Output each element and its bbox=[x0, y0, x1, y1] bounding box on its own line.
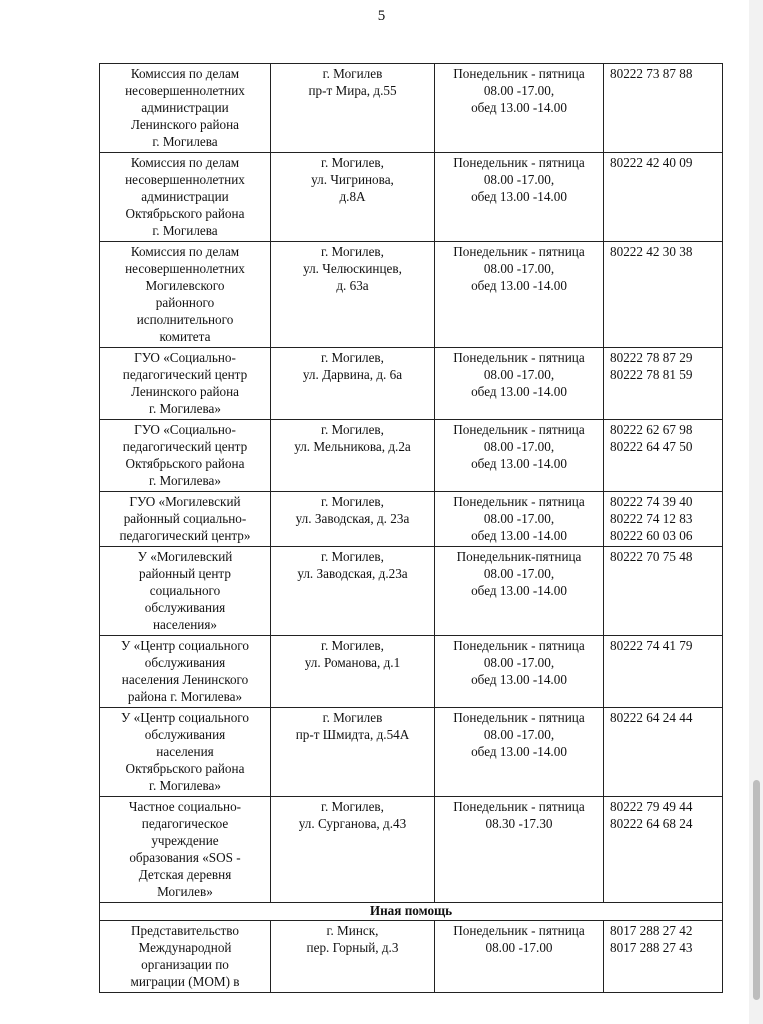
page-number: 5 bbox=[377, 8, 386, 24]
organization-cell-line: ГУО «Могилевский bbox=[129, 494, 241, 509]
working-hours-cell-line: Понедельник - пятница bbox=[453, 494, 585, 509]
organization-cell-line: учреждение bbox=[151, 833, 219, 848]
address-cell-line: г. Могилев bbox=[322, 710, 383, 725]
address-cell bbox=[271, 242, 435, 348]
working-hours-cell bbox=[435, 547, 604, 636]
organization-cell-line: ГУО «Социально- bbox=[134, 422, 236, 437]
working-hours-cell-line: обед 13.00 -14.00 bbox=[471, 583, 567, 598]
working-hours-cell-line: Понедельник - пятница bbox=[453, 710, 585, 725]
phone-cell-line: 80222 73 87 88 bbox=[610, 66, 693, 81]
organization-cell-line: Могилевского bbox=[145, 278, 225, 293]
address-cell-line: г. Могилев bbox=[322, 66, 383, 81]
scrollbar-thumb[interactable] bbox=[753, 780, 760, 1000]
working-hours-cell-line: 08.00 -17.00, bbox=[483, 655, 555, 670]
address-cell bbox=[271, 797, 435, 903]
table-row bbox=[100, 636, 723, 708]
working-hours-cell-line: 08.00 -17.00, bbox=[483, 367, 555, 382]
organization-cell-line: исполнительного bbox=[136, 312, 234, 327]
working-hours-cell-line: 08.00 -17.00, bbox=[483, 261, 555, 276]
phone-cell bbox=[604, 348, 723, 420]
table-row bbox=[100, 492, 723, 547]
working-hours-cell-line: 08.00 -17.00, bbox=[483, 511, 555, 526]
working-hours-cell-line: Понедельник - пятница bbox=[453, 155, 585, 170]
working-hours-cell bbox=[435, 636, 604, 708]
phone-cell-line: 80222 78 81 59 bbox=[610, 367, 693, 382]
table-row bbox=[100, 153, 723, 242]
organization-cell bbox=[100, 708, 271, 797]
working-hours-cell bbox=[435, 708, 604, 797]
working-hours-cell-line: Понедельник - пятница bbox=[453, 350, 585, 365]
address-cell-line: д.8А bbox=[339, 189, 366, 204]
working-hours-cell-line: 08.00 -17.00, bbox=[483, 566, 555, 581]
table-row bbox=[100, 64, 723, 153]
table-row bbox=[100, 708, 723, 797]
organization-cell-line: педагогическое bbox=[141, 816, 229, 831]
working-hours-cell-line: обед 13.00 -14.00 bbox=[471, 528, 567, 543]
address-cell-line: г. Могилев, bbox=[321, 422, 384, 437]
working-hours-cell bbox=[435, 242, 604, 348]
organization-cell-line: У «Центр социального bbox=[121, 710, 249, 725]
address-cell bbox=[271, 153, 435, 242]
organization-cell-line: педагогический центр bbox=[122, 367, 248, 382]
working-hours-cell-line: обед 13.00 -14.00 bbox=[471, 744, 567, 759]
organization-cell-line: Комиссия по делам bbox=[130, 244, 240, 259]
phone-cell-line: 80222 74 41 79 bbox=[610, 638, 693, 653]
organization-cell-line: обслуживания bbox=[144, 655, 226, 670]
organization-cell bbox=[100, 921, 271, 993]
organization-cell-line: ГУО «Социально- bbox=[134, 350, 236, 365]
address-cell bbox=[271, 636, 435, 708]
organization-cell-line: администрации bbox=[141, 100, 229, 115]
working-hours-cell-line: обед 13.00 -14.00 bbox=[471, 456, 567, 471]
organization-cell-line: Комиссия по делам bbox=[130, 155, 240, 170]
organization-cell-line: г. Могилева» bbox=[149, 778, 221, 793]
organization-cell-line: социального bbox=[149, 583, 221, 598]
organization-cell-line: У «Могилевский bbox=[137, 549, 233, 564]
organization-cell-line: Ленинского района bbox=[130, 384, 240, 399]
section-header-row bbox=[100, 903, 723, 921]
working-hours-cell-line: 08.30 -17.30 bbox=[485, 816, 553, 831]
address-cell-line: ул. Дарвина, д. 6а bbox=[302, 367, 403, 382]
working-hours-cell-line: обед 13.00 -14.00 bbox=[471, 189, 567, 204]
organization-cell-line: Октябрьского района bbox=[125, 761, 245, 776]
address-cell-line: ул. Романова, д.1 bbox=[304, 655, 401, 670]
phone-cell-line: 80222 64 24 44 bbox=[610, 710, 693, 725]
organization-cell-line: администрации bbox=[141, 189, 229, 204]
organization-cell bbox=[100, 64, 271, 153]
address-cell-line: г. Могилев, bbox=[321, 638, 384, 653]
organization-cell-line: Октябрьского района bbox=[125, 456, 245, 471]
address-cell-line: г. Могилев, bbox=[321, 155, 384, 170]
organization-cell-line: района г. Могилева» bbox=[127, 689, 243, 704]
organization-cell bbox=[100, 242, 271, 348]
phone-cell-line: 80222 62 67 98 bbox=[610, 422, 693, 437]
organization-cell-line: педагогический центр» bbox=[119, 528, 251, 543]
phone-cell-line: 80222 42 40 09 bbox=[610, 155, 693, 170]
working-hours-cell bbox=[435, 420, 604, 492]
organization-cell-line: районный центр bbox=[139, 566, 231, 581]
organization-cell-line: г. Могилева» bbox=[149, 401, 221, 416]
organization-cell-line: населения bbox=[156, 744, 214, 759]
phone-cell-line: 80222 79 49 44 bbox=[610, 799, 693, 814]
organization-cell-line: образования «SOS - bbox=[129, 850, 241, 865]
scrollbar-track[interactable] bbox=[749, 0, 763, 1024]
organization-cell-line: несовершеннолетних bbox=[125, 172, 245, 187]
organization-cell-line: г. Могилева bbox=[152, 223, 218, 238]
working-hours-cell-line: обед 13.00 -14.00 bbox=[471, 100, 567, 115]
organization-cell bbox=[100, 797, 271, 903]
address-cell bbox=[271, 64, 435, 153]
address-cell-line: г. Могилев, bbox=[321, 799, 384, 814]
working-hours-cell-line: обед 13.00 -14.00 bbox=[471, 384, 567, 399]
working-hours-cell bbox=[435, 797, 604, 903]
organization-cell-line: Октябрьского района bbox=[125, 206, 245, 221]
organization-cell bbox=[100, 348, 271, 420]
phone-cell bbox=[604, 420, 723, 492]
working-hours-cell-line: 08.00 -17.00, bbox=[483, 172, 555, 187]
contacts-table bbox=[99, 63, 723, 993]
working-hours-cell-line: Понедельник - пятница bbox=[453, 923, 585, 938]
address-cell-line: ул. Мельникова, д.2а bbox=[294, 439, 411, 454]
address-cell-line: пер. Горный, д.3 bbox=[306, 940, 399, 955]
table-row bbox=[100, 547, 723, 636]
working-hours-cell bbox=[435, 153, 604, 242]
phone-cell-line: 80222 64 68 24 bbox=[610, 816, 693, 831]
working-hours-cell-line: Понедельник - пятница bbox=[453, 422, 585, 437]
table-row bbox=[100, 242, 723, 348]
organization-cell-line: населения» bbox=[153, 617, 217, 632]
phone-cell-line: 80222 74 39 40 bbox=[610, 494, 693, 509]
organization-cell bbox=[100, 153, 271, 242]
organization-cell-line: Частное социально- bbox=[128, 799, 242, 814]
organization-cell-line: районного bbox=[155, 295, 215, 310]
phone-cell-line: 80222 70 75 48 bbox=[610, 549, 693, 564]
organization-cell-line: районный социально- bbox=[123, 511, 247, 526]
organization-cell bbox=[100, 420, 271, 492]
section-title: Иная помощь bbox=[100, 903, 723, 921]
phone-cell-line: 80222 78 87 29 bbox=[610, 350, 693, 365]
organization-cell-line: обслуживания bbox=[144, 727, 226, 742]
working-hours-cell-line: 08.00 -17.00, bbox=[483, 439, 555, 454]
phone-cell bbox=[604, 242, 723, 348]
table-row bbox=[100, 348, 723, 420]
working-hours-cell-line: Понедельник - пятница bbox=[453, 638, 585, 653]
address-cell-line: ул. Чигринова, bbox=[311, 172, 394, 187]
address-cell-line: г. Могилев, bbox=[321, 244, 384, 259]
working-hours-cell-line: Понедельник - пятница bbox=[453, 244, 585, 259]
working-hours-cell-line: Понедельник - пятница bbox=[453, 66, 585, 81]
working-hours-cell-line: обед 13.00 -14.00 bbox=[471, 672, 567, 687]
phone-cell bbox=[604, 492, 723, 547]
working-hours-cell bbox=[435, 64, 604, 153]
address-cell-line: г. Могилев, bbox=[321, 494, 384, 509]
phone-cell bbox=[604, 797, 723, 903]
organization-cell-line: несовершеннолетних bbox=[125, 261, 245, 276]
address-cell bbox=[271, 547, 435, 636]
address-cell bbox=[271, 708, 435, 797]
organization-cell-line: педагогический центр bbox=[122, 439, 248, 454]
working-hours-cell-line: Понедельник-пятница bbox=[456, 549, 582, 564]
working-hours-cell-line: 08.00 -17.00, bbox=[483, 727, 555, 742]
phone-cell bbox=[604, 153, 723, 242]
organization-cell-line: Комиссия по делам bbox=[130, 66, 240, 81]
address-cell-line: ул. Челюскинцев, bbox=[303, 261, 402, 276]
organization-cell-line: г. Могилева bbox=[152, 134, 218, 149]
working-hours-cell bbox=[435, 921, 604, 993]
phone-cell-line: 80222 64 47 50 bbox=[610, 439, 693, 454]
working-hours-cell bbox=[435, 492, 604, 547]
address-cell bbox=[271, 420, 435, 492]
phone-cell-line: 80222 60 03 06 bbox=[610, 528, 693, 543]
organization-cell-line: населения Ленинского bbox=[121, 672, 249, 687]
organization-cell-line: комитета bbox=[159, 329, 211, 344]
organization-cell-line: Представительство bbox=[131, 923, 239, 938]
address-cell-line: г. Могилев, bbox=[321, 549, 384, 564]
phone-cell-line: 80222 42 30 38 bbox=[610, 244, 693, 259]
phone-cell bbox=[604, 64, 723, 153]
working-hours-cell-line: Понедельник - пятница bbox=[453, 799, 585, 814]
organization-cell-line: У «Центр социального bbox=[121, 638, 249, 653]
organization-cell-line: несовершеннолетних bbox=[125, 83, 245, 98]
phone-cell-line: 80222 74 12 83 bbox=[610, 511, 693, 526]
organization-cell bbox=[100, 636, 271, 708]
address-cell-line: ул. Сурганова, д.43 bbox=[298, 816, 407, 831]
working-hours-cell bbox=[435, 348, 604, 420]
working-hours-cell-line: 08.00 -17.00 bbox=[485, 940, 553, 955]
table-row bbox=[100, 921, 723, 993]
working-hours-cell-line: 08.00 -17.00, bbox=[483, 83, 555, 98]
phone-cell bbox=[604, 547, 723, 636]
organization-cell-line: Международной bbox=[138, 940, 232, 955]
phone-cell bbox=[604, 921, 723, 993]
table-row bbox=[100, 797, 723, 903]
organization-cell-line: миграции (МОМ) в bbox=[130, 974, 240, 989]
address-cell bbox=[271, 492, 435, 547]
address-cell-line: д. 63а bbox=[336, 278, 369, 293]
address-cell-line: ул. Заводская, д. 23а bbox=[295, 511, 410, 526]
organization-cell-line: Могилев» bbox=[157, 884, 213, 899]
address-cell-line: г. Минск, bbox=[326, 923, 379, 938]
address-cell bbox=[271, 348, 435, 420]
organization-cell-line: Детская деревня bbox=[138, 867, 232, 882]
organization-cell bbox=[100, 492, 271, 547]
organization-cell bbox=[100, 547, 271, 636]
address-cell-line: г. Могилев, bbox=[321, 350, 384, 365]
phone-cell bbox=[604, 708, 723, 797]
table-row bbox=[100, 420, 723, 492]
address-cell-line: пр-т Шмидта, д.54А bbox=[295, 727, 410, 742]
phone-cell-line: 8017 288 27 43 bbox=[610, 940, 693, 955]
phone-cell-line: 8017 288 27 42 bbox=[610, 923, 693, 938]
address-cell-line: пр-т Мира, д.55 bbox=[308, 83, 397, 98]
organization-cell-line: г. Могилева» bbox=[149, 473, 221, 488]
address-cell-line: ул. Заводская, д.23а bbox=[297, 566, 408, 581]
working-hours-cell-line: обед 13.00 -14.00 bbox=[471, 278, 567, 293]
address-cell bbox=[271, 921, 435, 993]
organization-cell-line: Ленинского района bbox=[130, 117, 240, 132]
organization-cell-line: обслуживания bbox=[144, 600, 226, 615]
phone-cell bbox=[604, 636, 723, 708]
organization-cell-line: организации по bbox=[141, 957, 229, 972]
